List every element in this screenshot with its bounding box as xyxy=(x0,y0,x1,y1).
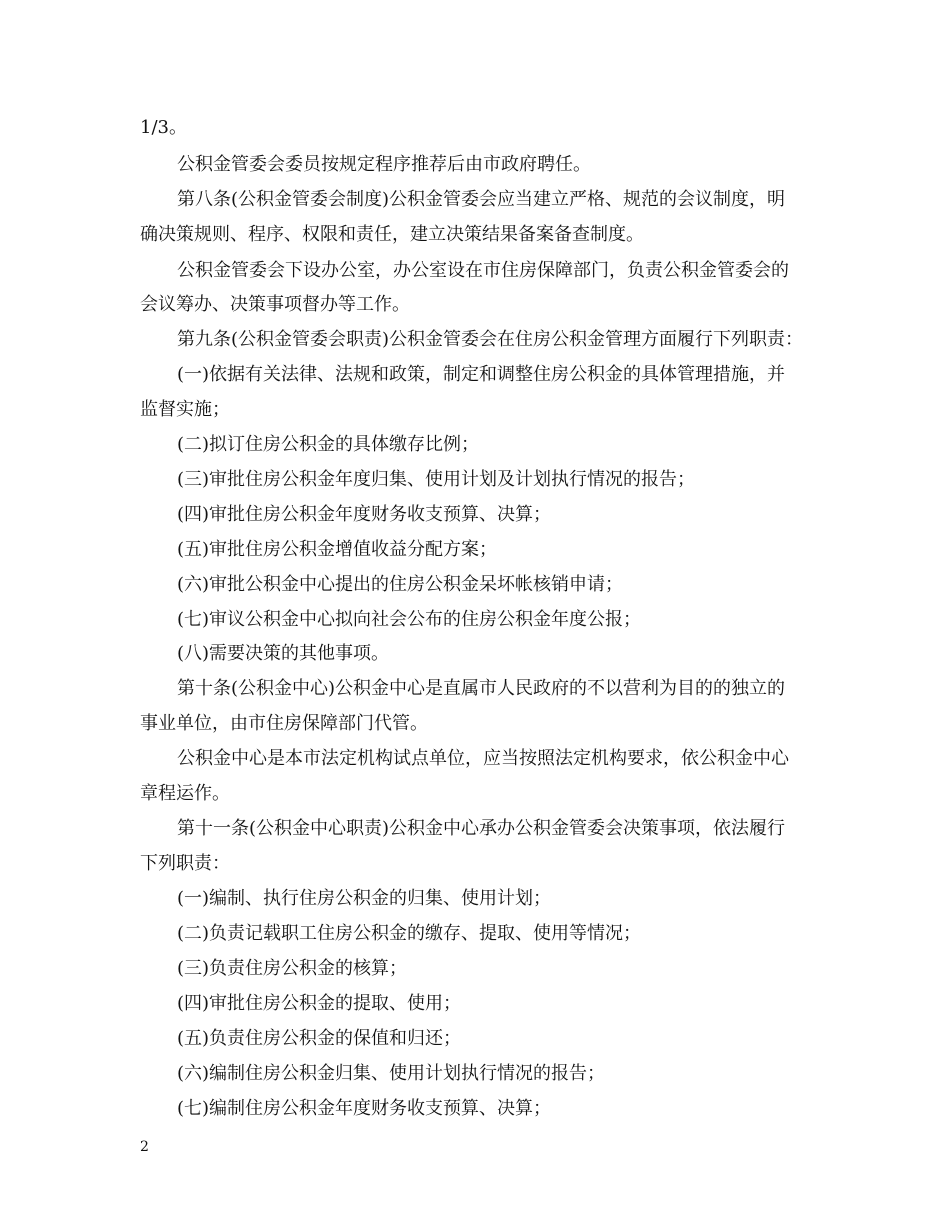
text-line: (六)审批公积金中心提出的住房公积金呆坏帐核销申请； xyxy=(177,574,624,595)
text-line: (七)编制住房公积金年度财务收支预算、决算； xyxy=(177,1098,552,1119)
text-line: 1/3。 xyxy=(140,117,187,138)
text-line: 章程运作。 xyxy=(140,783,230,804)
text-line: 第八条(公积金管委会制度)公积金管委会应当建立严格、规范的会议制度，明 xyxy=(177,189,786,210)
text-line: (五)审批住房公积金增值收益分配方案； xyxy=(177,539,498,560)
text-line: (一)编制、执行住房公积金的归集、使用计划； xyxy=(177,888,552,909)
text-line: (六)编制住房公积金归集、使用计划执行情况的报告； xyxy=(177,1063,606,1084)
text-line: (八)需要决策的其他事项。 xyxy=(177,643,390,664)
text-line: 会议筹办、决策事项督办等工作。 xyxy=(140,294,410,315)
text-line: 第十条(公积金中心)公积金中心是直属市人民政府的不以营利为目的的独立的 xyxy=(177,678,786,699)
text-line: 确决策规则、程序、权限和责任，建立决策结果备案备查制度。 xyxy=(140,224,644,245)
text-line: 公积金中心是本市法定机构试点单位，应当按照法定机构要求，依公积金中心 xyxy=(177,748,789,769)
text-line: (二)负责记载职工住房公积金的缴存、提取、使用等情况； xyxy=(177,923,642,944)
text-line: (四)审批住房公积金年度财务收支预算、决算； xyxy=(177,504,552,525)
text-line: (七)审议公积金中心拟向社会公布的住房公积金年度公报； xyxy=(177,609,642,630)
text-line: 公积金管委会委员按规定程序推荐后由市政府聘任。 xyxy=(177,154,591,175)
text-line: 第九条(公积金管委会职责)公积金管委会在住房公积金管理方面履行下列职责： xyxy=(177,329,804,350)
page-number: 2 xyxy=(140,1139,149,1155)
text-line: 公积金管委会下设办公室，办公室设在市住房保障部门，负责公积金管委会的 xyxy=(177,260,789,281)
text-line: 第十一条(公积金中心职责)公积金中心承办公积金管委会决策事项，依法履行 xyxy=(177,818,786,839)
text-line: (五)负责住房公积金的保值和归还； xyxy=(177,1028,462,1049)
text-line: (一)依据有关法律、法规和政策，制定和调整住房公积金的具体管理措施，并 xyxy=(177,364,786,385)
text-line: 监督实施； xyxy=(140,399,230,420)
text-line: (四)审批住房公积金的提取、使用； xyxy=(177,993,462,1014)
text-line: 事业单位，由市住房保障部门代管。 xyxy=(140,713,428,734)
text-line: (三)负责住房公积金的核算； xyxy=(177,958,408,979)
text-line: (三)审批住房公积金年度归集、使用计划及计划执行情况的报告； xyxy=(177,469,696,490)
text-line: 下列职责： xyxy=(140,853,230,874)
text-line: (二)拟订住房公积金的具体缴存比例； xyxy=(177,434,480,455)
